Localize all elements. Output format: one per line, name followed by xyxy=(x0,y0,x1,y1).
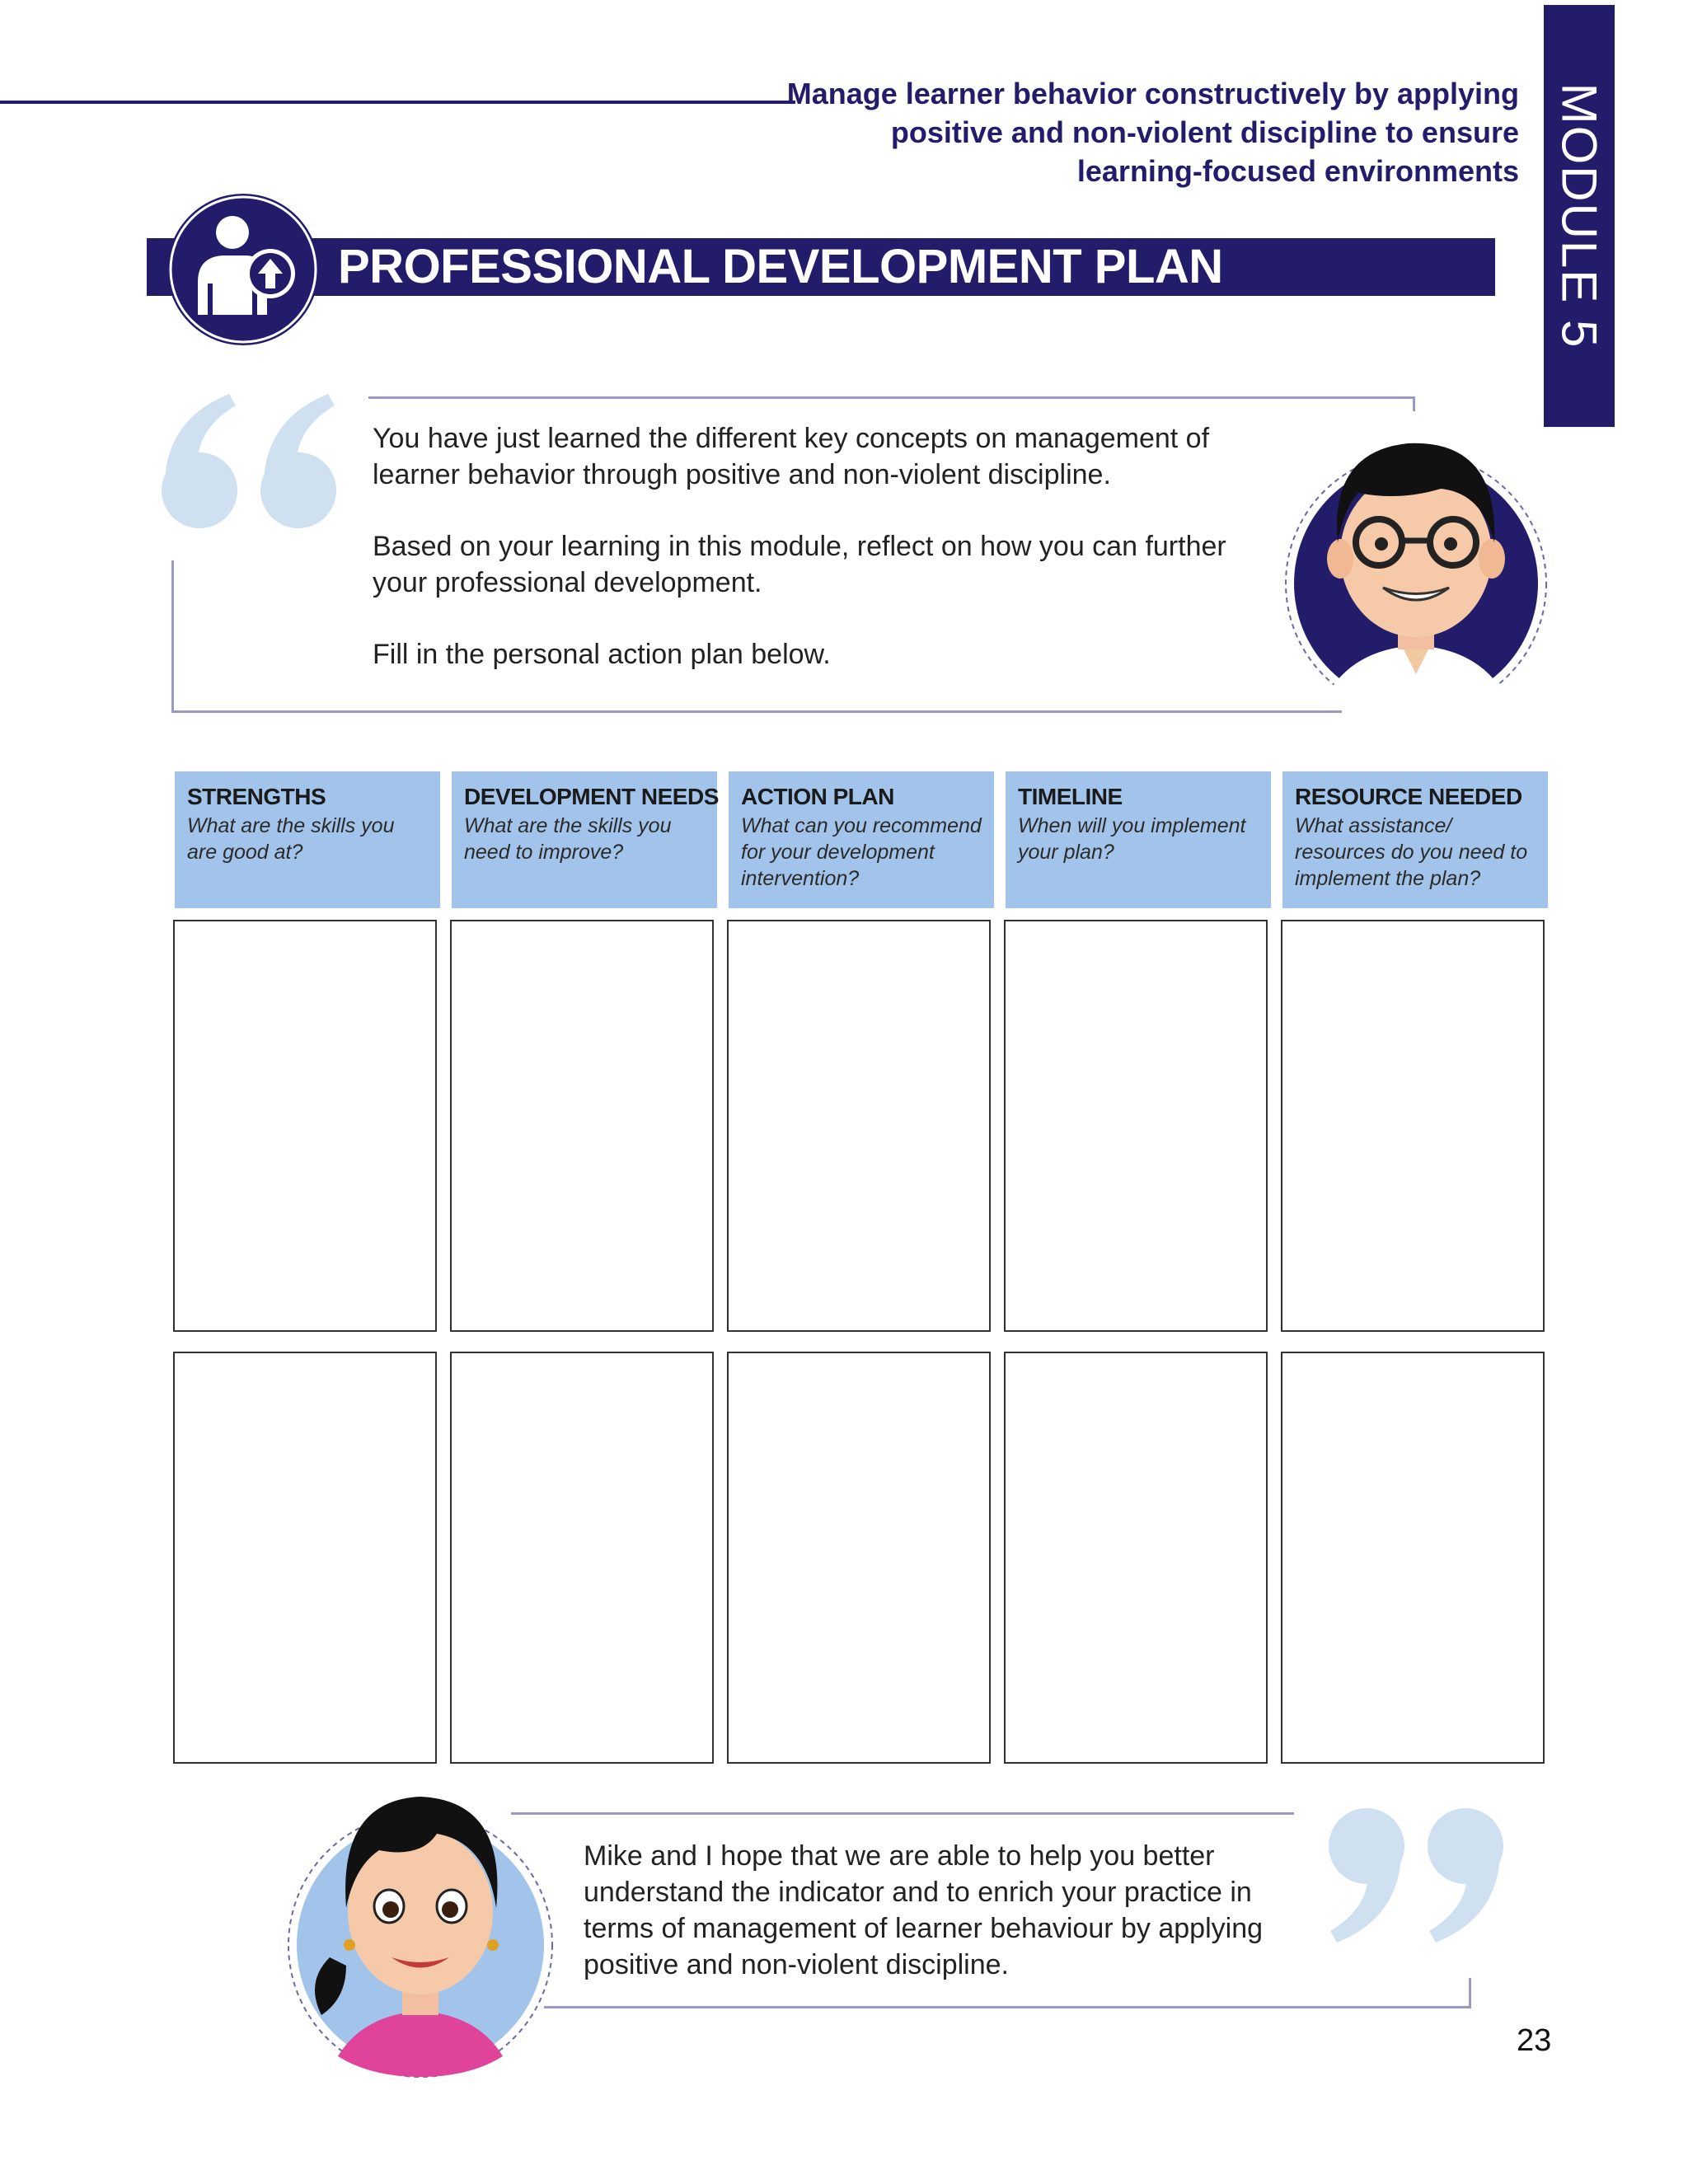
closing-frame-right xyxy=(1469,1978,1471,2008)
column-title: DEVELOPMENT NEEDS xyxy=(464,784,719,809)
module-tagline xyxy=(777,74,1519,190)
table-cell-strengths-2[interactable] xyxy=(173,1352,437,1764)
quote-frame-bottom xyxy=(171,710,1342,713)
intro-text xyxy=(373,420,1246,708)
table-cell-development-needs-2[interactable] xyxy=(450,1352,714,1764)
table-cell-strengths-1[interactable] xyxy=(173,920,437,1332)
column-subtitle: What are the skills you need to improve? xyxy=(464,814,672,864)
column-subtitle: What can you recommend for your development intervention? xyxy=(741,814,982,890)
table-cell-resource-needed-1[interactable] xyxy=(1281,920,1545,1332)
closing-frame-bottom xyxy=(544,2006,1471,2008)
teacher-woman-avatar xyxy=(280,1768,560,2081)
person-upload-icon xyxy=(165,191,321,348)
column-header-resource-needed xyxy=(1282,771,1548,908)
tagline-line: learning-focused environments xyxy=(1076,154,1519,188)
table-cell-timeline-2[interactable] xyxy=(1004,1352,1268,1764)
table-cell-action-plan-2[interactable] xyxy=(727,1352,991,1764)
intro-paragraph: Fill in the personal action plan below. xyxy=(373,639,831,670)
closing-frame-top xyxy=(511,1812,1294,1815)
module-tab-label: MODULE 5 xyxy=(1551,82,1607,349)
table-cell-timeline-1[interactable] xyxy=(1004,920,1268,1332)
column-subtitle: What are the skills you are good at? xyxy=(187,814,395,864)
teacher-man-avatar xyxy=(1276,402,1548,724)
column-subtitle: What assistance/ resources do you need to implement the plan? xyxy=(1295,814,1528,890)
tagline-line: positive and non-violent discipline to ensure xyxy=(890,115,1519,149)
closing-text: Mike and I hope that we are able to help you better understand the indicator and to enrich your practice in terms of management of learner behaviour by applying positive and non-violent discipline. xyxy=(584,1840,1264,1980)
page-number: 23 xyxy=(1517,2023,1552,2058)
close-quote-icon xyxy=(1319,1805,1508,1949)
table-cell-action-plan-1[interactable] xyxy=(727,920,991,1332)
column-header-strengths xyxy=(175,771,440,908)
intro-paragraph: You have just learned the different key concepts on management of learner behavior through positive and non-violent discipline. xyxy=(373,423,1210,490)
intro-paragraph: Based on your learning in this module, reflect on how you can further your professional development. xyxy=(373,531,1226,598)
quote-frame-top xyxy=(368,396,1415,399)
column-title: ACTION PLAN xyxy=(741,784,894,809)
open-quote-icon xyxy=(157,387,346,532)
column-title: RESOURCE NEEDED xyxy=(1295,784,1522,809)
tagline-line: Manage learner behavior constructively by applying xyxy=(786,77,1519,110)
column-title: TIMELINE xyxy=(1018,784,1123,809)
page-title: PROFESSIONAL DEVELOPMENT PLAN xyxy=(338,240,1223,293)
module-tab xyxy=(1544,5,1615,427)
table-cell-resource-needed-2[interactable] xyxy=(1281,1352,1545,1764)
quote-frame-left xyxy=(171,560,174,713)
column-subtitle: When will you implement your plan? xyxy=(1018,814,1246,864)
top-rule xyxy=(0,101,795,104)
column-header-timeline xyxy=(1006,771,1271,908)
column-header-development-needs xyxy=(452,771,717,908)
column-header-action-plan xyxy=(729,771,994,908)
column-title: STRENGTHS xyxy=(187,784,326,809)
table-cell-development-needs-1[interactable] xyxy=(450,920,714,1332)
